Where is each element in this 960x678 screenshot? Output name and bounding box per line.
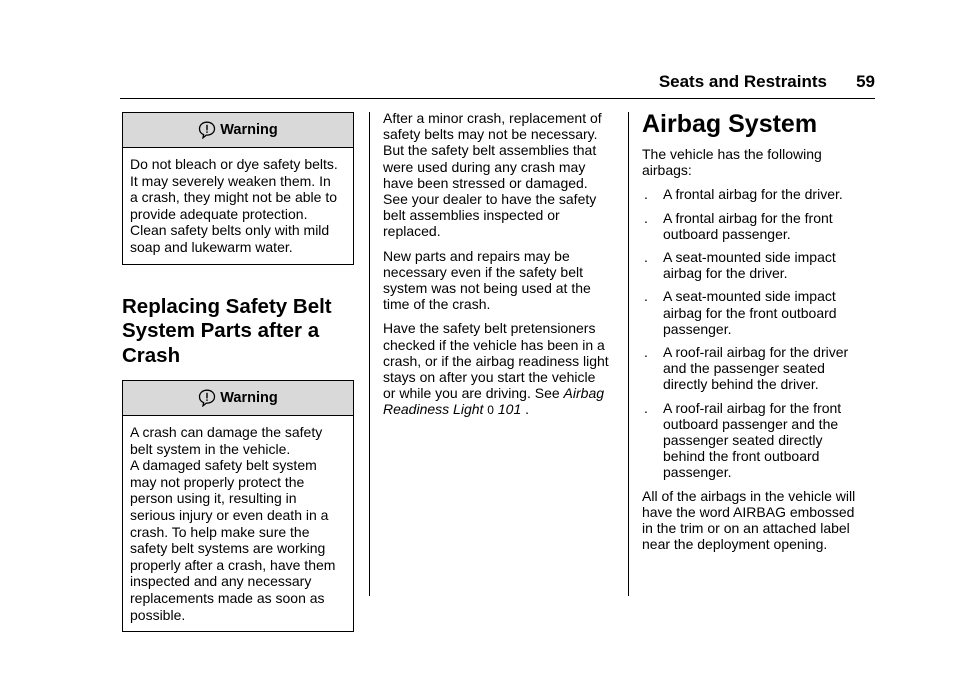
text-line: have been stressed or damaged. (383, 174, 588, 191)
column-3 (642, 110, 874, 560)
text-line: outboard passenger and the (663, 415, 839, 432)
text-fragment: or while you are driving. See (383, 385, 564, 402)
text-line: A frontal airbag for the driver. (663, 186, 843, 203)
text-line: A roof-rail airbag for the driver (663, 344, 849, 361)
text-line: belt assemblies inspected or (383, 207, 560, 224)
text-line: necessary even if the safety belt (383, 263, 583, 280)
warning-header-1 (123, 113, 353, 148)
text-line: replacements made as soon as (130, 590, 325, 606)
text-line: soap and lukewarm water. (130, 238, 293, 255)
text-line: near the deployment opening. (642, 536, 828, 553)
bullet-marker: . (644, 344, 648, 361)
text-line: Have the safety belt pretensioners (383, 320, 596, 337)
text-line: and the passenger seated (663, 360, 825, 377)
text-line: system was not being used at the (383, 280, 591, 297)
heading-line: System Parts after a (122, 319, 320, 343)
text-line: A crash can damage the safety (130, 424, 323, 441)
text-line: crash. To help make sure the (130, 523, 310, 540)
heading-line: Crash (122, 343, 181, 367)
bullet-marker: . (644, 186, 648, 203)
text-line: airbag for the driver. (663, 265, 788, 282)
text-line: possible. (130, 606, 186, 623)
airbag-readiness-link-part1[interactable]: Airbag (563, 385, 605, 402)
column-divider-2 (628, 112, 629, 596)
text-line: But the safety belt assemblies that (383, 142, 597, 159)
bullet-marker: . (644, 209, 648, 226)
text-line: in the trim or on an attached label (642, 520, 850, 537)
text-line: directly behind the driver. (663, 376, 819, 393)
text-line: belt system in the vehicle. (130, 440, 291, 457)
text-line: person using it, resulting in (130, 490, 297, 507)
text-line: time of the crash. (383, 296, 491, 313)
text-line: airbag for the front outboard (663, 304, 837, 321)
column-1 (122, 112, 354, 632)
section-heading-airbag-system: Airbag System (642, 110, 818, 138)
text-line: safety belts may not be necessary. (383, 126, 598, 143)
text-line: A seat-mounted side impact (663, 288, 836, 305)
paragraph-minor-crash (383, 110, 615, 240)
list-item (642, 400, 874, 481)
text-line: A seat-mounted side impact (663, 249, 836, 266)
text-line: See your dealer to have the safety (383, 191, 597, 208)
warning-header-2 (123, 381, 353, 416)
warning-label-1: Warning (220, 122, 278, 138)
text-line: replaced. (383, 223, 441, 240)
text-line-with-link (383, 385, 615, 401)
airbag-readiness-link-part2[interactable]: Readiness Light (383, 401, 484, 418)
warning-box-1 (122, 112, 354, 265)
list-item (642, 210, 874, 242)
text-line: outboard passenger. (663, 225, 791, 242)
text-line: Do not bleach or dye safety belts. (130, 156, 338, 172)
page-header (120, 72, 875, 99)
paragraph-pretensioners (383, 320, 615, 418)
text-line: A frontal airbag for the front (663, 209, 833, 226)
bullet-marker: . (644, 399, 648, 416)
warning-text-2 (123, 416, 353, 631)
text-line: airbags: (642, 162, 692, 179)
heading-line: Replacing Safety Belt (122, 294, 332, 318)
list-item (642, 249, 874, 281)
warning-label-2: Warning (220, 390, 278, 407)
airbag-list (642, 186, 874, 480)
text-line: stays on after you start the vehicle (383, 369, 596, 386)
warning-bubble-icon (198, 121, 216, 139)
text-line: New parts and repairs may be (383, 247, 570, 264)
text-line: A damaged safety belt system (130, 457, 317, 474)
paragraph-new-parts (383, 248, 615, 313)
text-line: properly after a crash, have them (130, 556, 336, 573)
page-number: 59 (856, 72, 875, 91)
bullet-marker: . (644, 288, 648, 305)
text-line: crash, or if the airbag readiness light (383, 352, 609, 369)
text-fragment: . (521, 401, 530, 418)
text-line: may not properly protect the (130, 473, 305, 490)
column-divider-1 (369, 112, 370, 596)
warning-text-1 (123, 148, 353, 264)
text-line: A roof-rail airbag for the front (663, 399, 842, 416)
bullet-marker: . (644, 249, 648, 266)
warning-box-2 (122, 380, 354, 632)
text-line: Clean safety belts only with mild (130, 222, 330, 239)
text-line: All of the airbags in the vehicle will (642, 487, 856, 504)
text-line: serious injury or even death in a (130, 507, 329, 524)
list-item (642, 344, 874, 393)
section-title: Seats and Restraints (658, 72, 827, 91)
list-item (642, 288, 874, 337)
text-line: provide adequate protection. (130, 205, 308, 222)
text-line: safety belt systems are working (130, 540, 326, 557)
text-line: passenger. (663, 320, 732, 337)
text-line: behind the front outboard (663, 448, 820, 465)
paragraph-intro (642, 146, 874, 178)
text-line: The vehicle has the following (642, 146, 822, 162)
text-line: inspected and any necessary (130, 573, 312, 590)
column-2 (383, 110, 615, 427)
text-line: passenger. (663, 464, 732, 481)
text-line: It may severely weaken them. In (130, 172, 331, 189)
text-line: were used during any crash may (383, 158, 586, 175)
text-line: have the word AIRBAG embossed (642, 503, 855, 520)
warning-bubble-icon (198, 389, 216, 407)
text-line: passenger seated directly (663, 432, 823, 449)
text-line: checked if the vehicle has been in a (383, 336, 605, 353)
list-item (642, 186, 874, 202)
page-reference-number[interactable]: 101 (497, 401, 522, 418)
page-reference-arrow-icon: 0 (487, 403, 494, 418)
text-line: After a minor crash, replacement of (383, 110, 602, 126)
section-heading-replacing (122, 295, 354, 369)
paragraph-closing (642, 488, 874, 553)
text-line-with-link (383, 401, 615, 418)
text-line: a crash, they might not be able to (130, 189, 338, 206)
